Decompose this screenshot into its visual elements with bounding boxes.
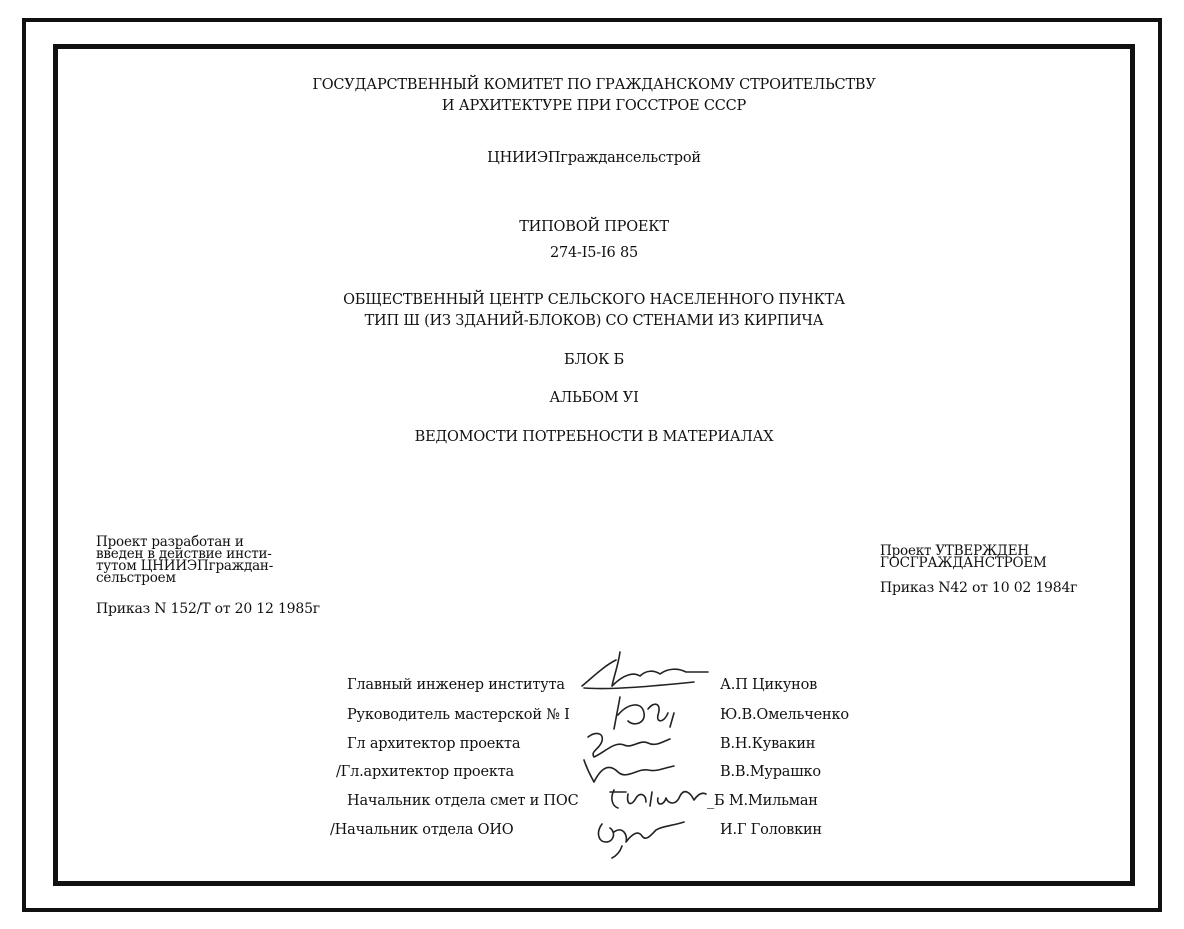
institute-name: ЦНИИЭПграждансельстрой (487, 150, 701, 166)
signatory-name: Ю.В.Омельченко (720, 707, 849, 723)
signatory-name: В.Н.Кувакин (720, 736, 816, 752)
committee-line-1: ГОСУДАРСТВЕННЫЙ КОМИТЕТ ПО ГРАЖДАНСКОМУ СТРОИТЕЛЬСТВУ (312, 77, 876, 93)
left-note-line: введен в действие инсти- (96, 546, 272, 562)
album-title: ВЕДОМОСТИ ПОТРЕБНОСТИ В МАТЕРИАЛАХ (414, 429, 774, 445)
signature-6 (592, 812, 692, 862)
signatory-name: В.В.Мурашко (720, 764, 821, 780)
signatory-name: _Б М.Мильман (707, 793, 818, 809)
committee-line-2: И АРХИТЕКТУРЕ ПРИ ГОССТРОЕ СССР (441, 98, 747, 114)
signature-1 (574, 646, 714, 696)
signatory-title: Главный инженер института (347, 677, 565, 693)
signatory-title: Руководитель мастерской № I (347, 707, 570, 723)
signatory-title: Начальник отдела смет и ПОС (347, 793, 579, 809)
left-order: Приказ N 152/Т от 20 12 1985г (96, 601, 320, 617)
signatory-name: А.П Цикунов (720, 677, 818, 693)
right-note-line: ГОСГРАЖДАНСТРОЕМ (880, 555, 1047, 571)
signatory-title: /Начальник отдела ОИО (330, 822, 514, 838)
right-note-line: Проект УТВЕРЖДЕН (880, 543, 1029, 559)
signatory-title: /Гл.архитектор проекта (336, 764, 514, 780)
left-note-line: тутом ЦНИИЭПграждан- (96, 558, 274, 574)
subject-line-1: ОБЩЕСТВЕННЫЙ ЦЕНТР СЕЛЬСКОГО НАСЕЛЕННОГО ПУНКТА (343, 292, 845, 308)
album-label: АЛЬБОМ УI (549, 390, 639, 406)
signatory-name: И.Г Головкин (720, 822, 822, 838)
subject-line-2: ТИП Ш (ИЗ ЗДАНИЙ-БЛОКОВ) СО СТЕНАМИ ИЗ КИРПИЧА (364, 313, 824, 329)
left-note-line: Проект разработан и (96, 534, 244, 550)
left-note-line: сельстроем (96, 570, 176, 586)
signature-4 (578, 754, 678, 788)
signatory-title: Гл архитектор проекта (347, 736, 521, 752)
project-number: 274-I5-I6 85 (549, 245, 639, 261)
right-order: Приказ N42 от 10 02 1984г (880, 580, 1078, 596)
doc-type: ТИПОВОЙ ПРОЕКТ (519, 219, 669, 235)
block-label: БЛОК Б (564, 352, 624, 368)
